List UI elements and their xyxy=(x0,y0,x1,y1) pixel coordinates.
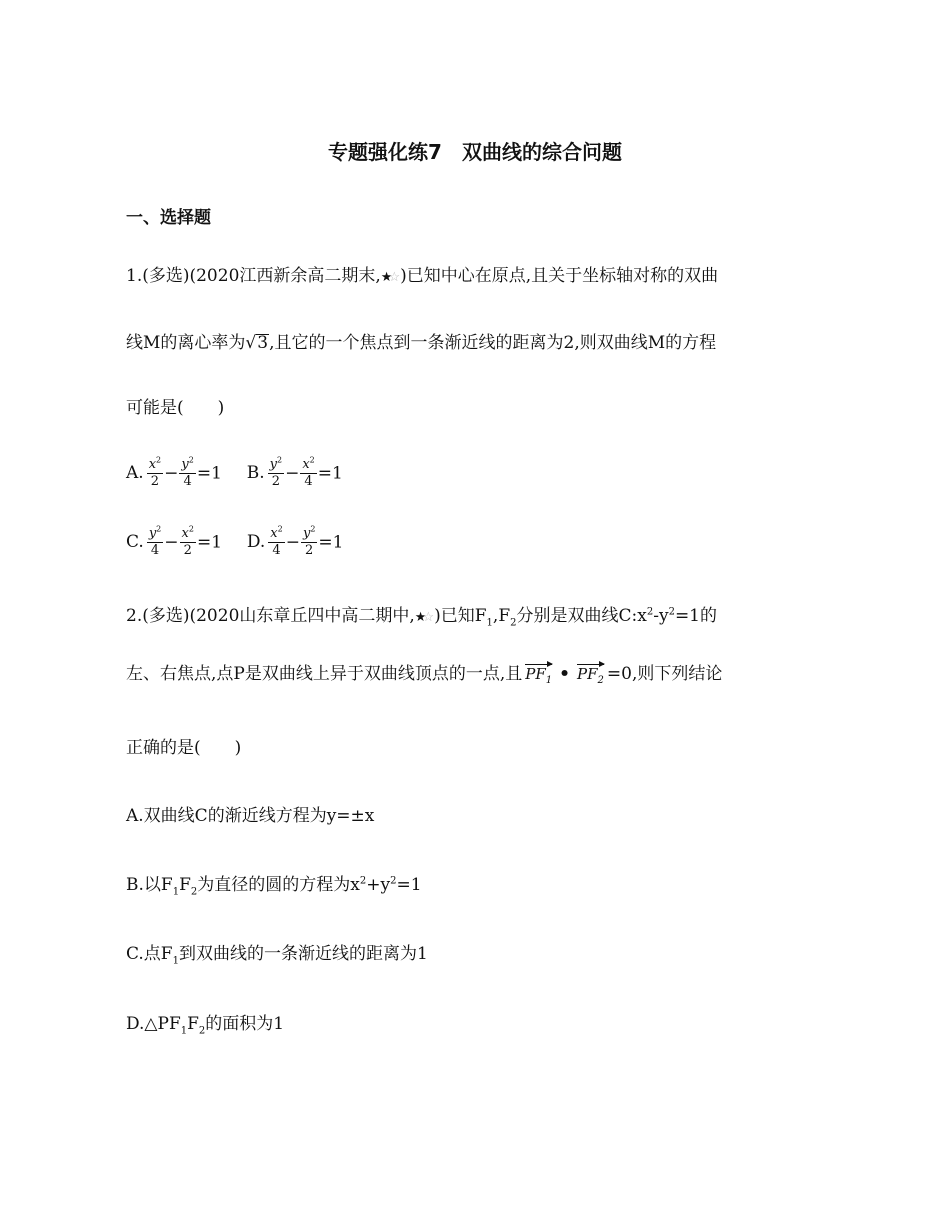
q1-stem: )已知中心在原点,且关于坐标轴对称的双曲 xyxy=(400,266,719,286)
fraction: $\frac{y^2}{4}$ xyxy=(148,524,162,558)
fraction: $\frac{x^2}{2}$ xyxy=(181,524,194,558)
q1-line-3: 可能是( ) xyxy=(126,398,225,418)
q2-option-c: C.点$F_1$到双曲线的一条渐近线的距离为1 xyxy=(126,944,428,967)
q1-option-d-label: D. xyxy=(246,532,266,553)
q1-options-ab: A. $\frac{x^2}{2}$ − $\frac{y^2}{4}$ =1 B. $\frac{y^2}{2}$ − $\frac{x^2}{4}$ =1 xyxy=(126,455,343,489)
q2-option-d: $D.\triangle PF_1F_2$的面积为1 xyxy=(126,1014,285,1037)
q1-option-b-label: B. xyxy=(246,463,265,484)
vector-pf2: $PF_2$ xyxy=(577,662,604,683)
q2-line-1: 2.(多选)(2020山东章丘四中高二期中,★☆ )已知$F_1,F_2$分别是双曲线$C:x^2-y^2=1$的 xyxy=(126,606,717,629)
q2-source: 2.(多选)(2020山东章丘四中高二期中, xyxy=(126,606,415,626)
difficulty-stars-icon: ★☆ xyxy=(380,270,397,285)
difficulty-stars-icon: ★☆ xyxy=(414,610,431,625)
sqrt-sign: √ xyxy=(245,333,257,353)
q1-source: 1.(多选)(2020江西新余高二期末, xyxy=(126,266,381,286)
section-heading: 一、选择题 xyxy=(126,208,211,228)
q1-option-c-label: C. xyxy=(126,532,144,553)
fraction: $\frac{x^2}{4}$ xyxy=(302,455,315,489)
q1-options-cd: C. $\frac{y^2}{4}$ − $\frac{x^2}{2}$ =1 D. $\frac{x^2}{4}$ − $\frac{y^2}{2}$ =1 xyxy=(126,524,344,558)
q2-line-3: 正确的是( ) xyxy=(126,738,242,758)
q2-option-b: B.以$F_1F_2$为直径的圆的方程为$x^2+y^2=1$ xyxy=(126,875,422,898)
fraction: $\frac{y^2}{2}$ xyxy=(302,524,316,558)
sqrt-radicand: 3 xyxy=(257,333,269,353)
vector-pf1: $PF_1$ xyxy=(525,662,552,683)
page-title: 专题强化练7 双曲线的综合问题 xyxy=(328,140,622,164)
q2-option-a: A.双曲线C的渐近线方程为y=±x xyxy=(126,806,375,826)
q1-line-1 xyxy=(126,266,718,286)
fraction: $\frac{x^2}{4}$ xyxy=(270,524,283,558)
q1-option-a-label: A. xyxy=(126,463,144,484)
fraction: $\frac{x^2}{2}$ xyxy=(148,455,162,489)
fraction: $\frac{y^2}{4}$ xyxy=(181,455,194,489)
fraction: $\frac{y^2}{2}$ xyxy=(269,455,283,489)
q1-line-2: 线M的离心率为√3,且它的一个焦点到一条渐近线的距离为2,则双曲线M的方程 xyxy=(126,333,717,353)
q2-line-2: 左、右焦点,点P是双曲线上异于双曲线顶点的一点,且 $PF_1$ • $PF_2 =0$,则下列结论 xyxy=(126,664,723,686)
